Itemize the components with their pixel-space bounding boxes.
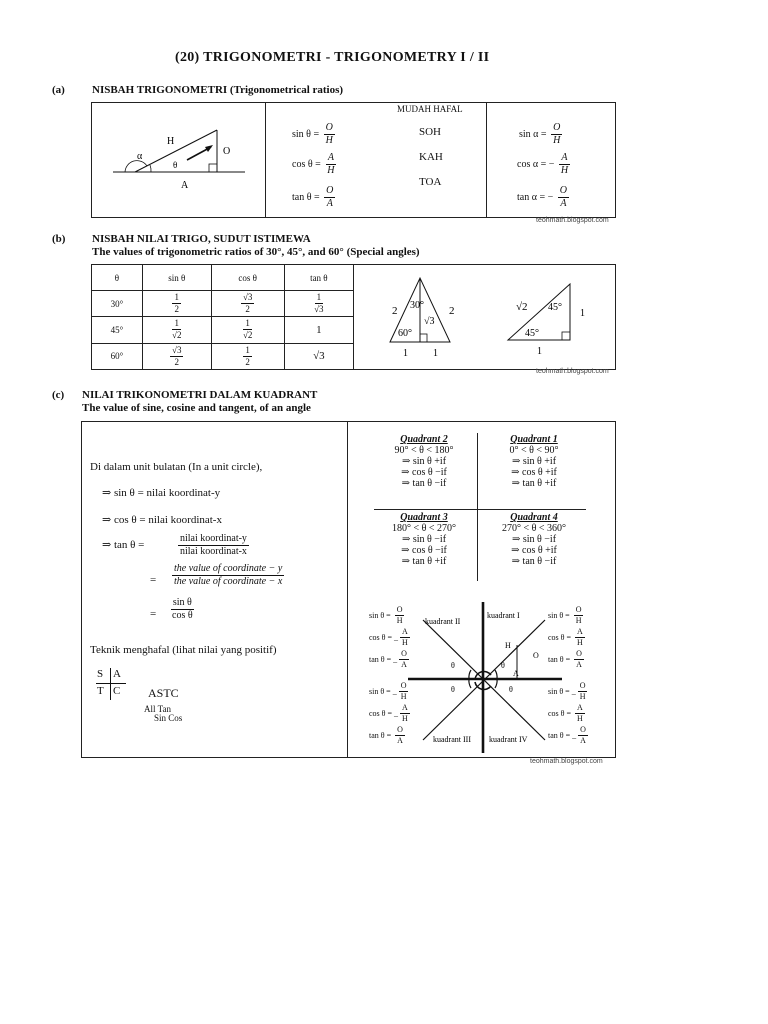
section-a-title: NISBAH TRIGONOMETRI (Trigonometrical ratios) <box>92 84 344 96</box>
tan-alpha-ratio: tan α = − $\frac{O}{A}$ <box>517 185 567 209</box>
credit-b: teohmath.blogspot.com <box>536 368 609 375</box>
tan-ratio: tan θ = $\frac{O}{A}$ <box>292 185 334 209</box>
tri1-base-right: 1 <box>433 348 438 359</box>
astc-grid: S A T C <box>96 668 126 700</box>
special-triangles-diagram <box>370 270 610 362</box>
section-b-label: (b) <box>52 233 66 245</box>
tri2-side: 1 <box>580 308 585 319</box>
left-bottom-ratios: sin θ = _ $\frac{O}{H}$ cos θ = _ $\frac{A}{H}$ tan θ = $\frac{O}{A}$ <box>369 680 408 745</box>
diagram-o-label: O <box>533 651 539 660</box>
section-c-title: NILAI TRIKONOMETRI DALAM KUADRANT <box>82 389 318 401</box>
header-cos: cos θ <box>211 265 284 291</box>
right-bottom-ratios: sin θ = _ $\frac{O}{H}$ cos θ = $\frac{A}{H}$ tan θ = _ $\frac{O}{A}$ <box>548 680 586 745</box>
mnemonic-header: MUDAH HAFAL <box>397 104 463 114</box>
technique-text: Teknik menghafal (lihat nilai yang positif) <box>90 644 277 656</box>
tri2-top-angle: 45° <box>548 302 562 313</box>
sin-definition: ⇒ sin θ = nilai koordinat-y <box>102 487 221 499</box>
section-c-subtitle: The value of sine, cosine and tangent, of an angle <box>82 402 311 414</box>
cos-ratio: cos θ = $\frac{A}{H}$ <box>292 152 335 176</box>
tri1-base-left: 1 <box>403 348 408 359</box>
page-title: (20) TRIGONOMETRI - TRIGONOMETRY I / II <box>175 50 490 65</box>
diagram-a-label: A <box>513 669 519 678</box>
kuadrant-1-label: kuadrant I <box>487 611 520 620</box>
tan-definition-fraction: $\frac{\text{nilai koordinat-y}}{\text{nilai koordinat-x}}$ <box>180 533 247 557</box>
sin-ratio: sin θ = $\frac{O}{H}$ <box>292 122 333 146</box>
theta-q3: θ <box>451 685 455 694</box>
tan-english-fraction: $\frac{\text{the value of coordinate − y}}{\text{the value of coordinate − x}}$ <box>174 563 283 587</box>
theta-q4: θ <box>509 685 513 694</box>
diagram-h-label: H <box>505 641 511 650</box>
mnemonic-kah: KAH <box>419 151 443 163</box>
special-angles-table <box>91 264 354 370</box>
cos-definition: ⇒ cos θ = nilai koordinat-x <box>102 514 222 526</box>
header-theta: θ <box>92 265 143 291</box>
mnemonic-toa: TOA <box>419 176 442 188</box>
theta-q2: θ <box>451 661 455 670</box>
cos-alpha-ratio: cos α = − $\frac{A}{H}$ <box>517 152 569 176</box>
quadrant-4: Quadrant 4 270° < θ < 360° ⇒ sin θ −if ⇒ cos θ +if ⇒ tan θ −if <box>501 512 567 567</box>
tri1-top-angle: 30° <box>410 300 424 311</box>
table-row: 45° $\frac{1}{√2}$ $\frac{1}{√2}$ 1 <box>92 317 354 343</box>
mnemonic-soh: SOH <box>419 126 442 138</box>
quadrant-diagram <box>405 600 565 755</box>
tri1-bottom-angle: 60° <box>398 328 412 339</box>
unit-circle-text: Di dalam unit bulatan (In a unit circle), <box>90 461 263 473</box>
kuadrant-4-label: kuadrant IV <box>489 735 528 744</box>
tri1-left-side: 2 <box>392 305 398 317</box>
header-sin: sin θ <box>142 265 211 291</box>
quad-horizontal-divider <box>374 509 586 510</box>
equals-2: = <box>150 608 157 620</box>
astc-all-tan: All Tan <box>144 704 171 714</box>
section-b-subtitle: The values of trigonometric ratios of 30°, 45°, and 60° (Special angles) <box>92 246 420 258</box>
quadrant-2: Quadrant 2 90° < θ < 180° ⇒ sin θ +if ⇒ cos θ −if ⇒ tan θ −if <box>394 434 454 489</box>
right-triangle-diagram <box>95 112 260 202</box>
quadrant-3: Quadrant 3 180° < θ < 270° ⇒ sin θ −if ⇒ cos θ −if ⇒ tan θ +if <box>391 512 457 567</box>
section-a-label: (a) <box>52 84 65 96</box>
kuadrant-2-label: kuadrant II <box>425 617 461 626</box>
table-row: 60° $\frac{√3}{2}$ $\frac{1}{2}$ √3 <box>92 343 354 369</box>
astc-word: ASTC <box>148 686 179 700</box>
ratios-divider-2 <box>486 102 487 218</box>
quad-vertical-divider <box>477 433 478 581</box>
quadrant-divider <box>347 421 348 758</box>
right-top-ratios: sin θ = $\frac{O}{H}$ cos θ = $\frac{A}{H}$ tan θ = $\frac{O}{A}$ <box>548 604 583 669</box>
credit-c: teohmath.blogspot.com <box>530 758 603 765</box>
tri2-base: 1 <box>537 346 542 357</box>
section-c-label: (c) <box>52 389 65 401</box>
left-top-ratios: sin θ = $\frac{O}{H}$ cos θ = _ $\frac{A}{H}$ tan θ = _ $\frac{O}{A}$ <box>369 604 408 669</box>
header-tan: tan θ <box>284 265 353 291</box>
tan-definition-lhs: ⇒ tan θ = <box>102 539 145 551</box>
tri1-right-side: 2 <box>449 305 455 317</box>
kuadrant-3-label: kuadrant III <box>433 735 471 744</box>
ratios-divider-1 <box>265 102 266 218</box>
tri2-hyp: √2 <box>516 301 528 313</box>
theta-label: θ <box>173 160 178 170</box>
opp-label: O <box>223 146 231 157</box>
tri1-height: √3 <box>424 316 435 327</box>
adj-label: A <box>181 180 189 191</box>
tri2-angle: 45° <box>525 328 539 339</box>
credit-a: teohmath.blogspot.com <box>536 217 609 224</box>
hyp-label: H <box>167 136 175 147</box>
quadrant-1: Quadrant 1 0° < θ < 90° ⇒ sin θ +if ⇒ cos θ +if ⇒ tan θ +if <box>509 434 559 489</box>
sin-over-cos: $\frac{\text{sin θ}}{\text{cos θ}}$ <box>172 597 193 621</box>
astc-sin-cos: Sin Cos <box>154 713 183 723</box>
theta-q1: θ <box>501 661 505 670</box>
alpha-label: α <box>137 151 143 162</box>
sin-alpha-ratio: sin α = $\frac{O}{H}$ <box>519 122 561 146</box>
table-row: 30° $\frac{1}{2}$ $\frac{√3}{2}$ $\frac{1}{√3}$ <box>92 291 354 317</box>
section-b-title: NISBAH NILAI TRIGO, SUDUT ISTIMEWA <box>92 233 311 245</box>
equals-1: = <box>150 574 157 586</box>
